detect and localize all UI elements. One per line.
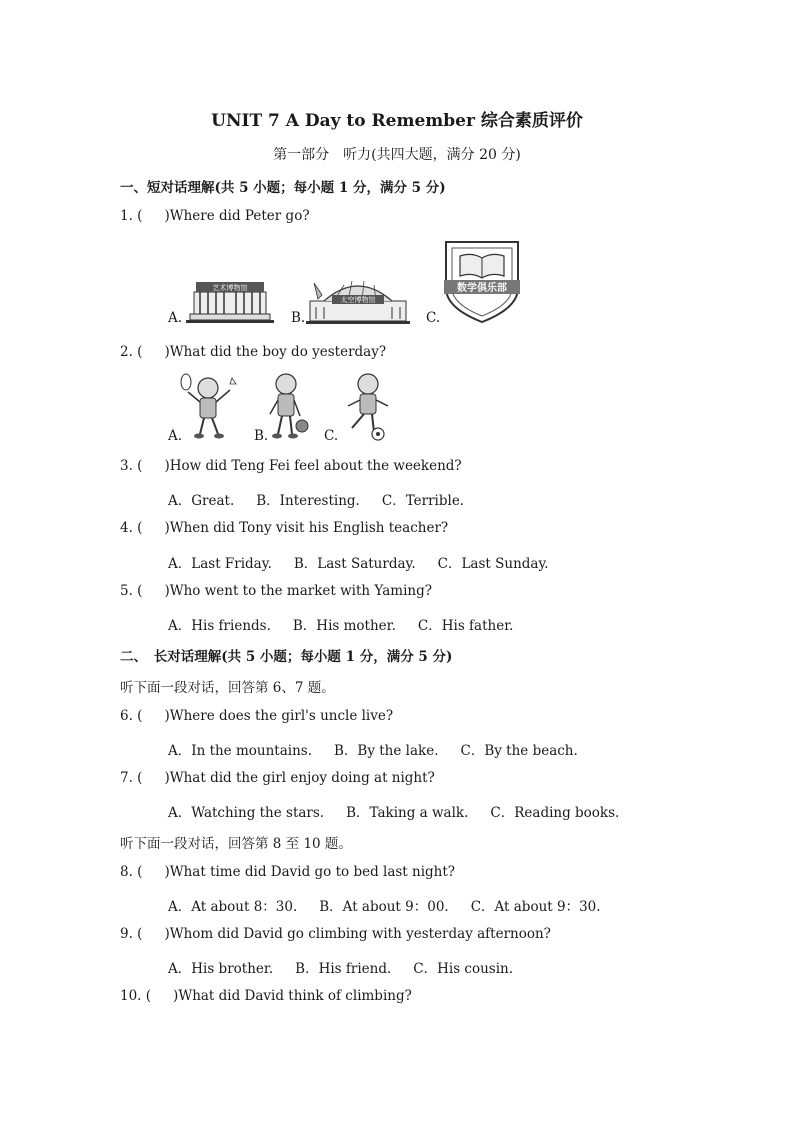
question-6: 6. ( )Where does the girl's uncle live? bbox=[120, 708, 394, 724]
option-b[interactable]: B．Taking a walk. bbox=[346, 805, 469, 821]
option-c[interactable]: C．His cousin. bbox=[413, 961, 514, 977]
question-5: 5. ( )Who went to the market with Yaming? bbox=[120, 583, 433, 599]
math-club-icon bbox=[440, 238, 524, 324]
option-a[interactable]: A．His friends. bbox=[168, 618, 271, 634]
question-text: What did the girl enjoy doing at night? bbox=[169, 770, 435, 786]
option-c[interactable]: C．At about 9：30. bbox=[470, 899, 601, 915]
page-title: UNIT 7 A Day to Remember 综合素质评价 bbox=[211, 111, 583, 131]
basketball-boy-icon bbox=[264, 370, 312, 442]
section-heading-2: 二、 长对话理解(共 5 小题；每小题 1 分，满分 5 分) bbox=[120, 649, 453, 665]
question-8: 8. ( )What time did David go to bed last night? bbox=[120, 864, 456, 880]
option-a[interactable]: A．Watching the stars. bbox=[168, 805, 325, 821]
question-6-options bbox=[168, 739, 600, 759]
option-b-label[interactable]: B. bbox=[254, 428, 269, 444]
question-text: Whom did David go climbing with yesterday afternoon? bbox=[169, 926, 551, 942]
art-museum-icon bbox=[184, 276, 276, 324]
question-7: 7. ( )What did the girl enjoy doing at night? bbox=[120, 770, 435, 786]
question-number: 1. ( bbox=[120, 208, 143, 224]
question-2: 2. ( )What did the boy do yesterday? bbox=[120, 344, 387, 360]
question-9-options bbox=[168, 957, 535, 977]
art-museum-label: 艺术博物馆 bbox=[212, 284, 248, 292]
question-text: Who went to the market with Yaming? bbox=[169, 583, 433, 599]
question-number: 9. ( bbox=[120, 926, 143, 942]
part-heading: 第一部分 听力(共四大题，满分 20 分) bbox=[273, 147, 521, 163]
option-b[interactable]: B．Last Saturday. bbox=[293, 556, 416, 572]
option-c[interactable]: C．Terrible. bbox=[381, 493, 465, 509]
question-number: 6. ( bbox=[120, 708, 143, 724]
question-10: 10. ( )What did David think of climbing? bbox=[120, 988, 412, 1004]
question-number: 10. ( bbox=[120, 988, 152, 1004]
option-b[interactable]: B．By the lake. bbox=[334, 743, 439, 759]
question-text: What did David think of climbing? bbox=[178, 988, 412, 1004]
option-a[interactable]: A．At about 8：30. bbox=[168, 899, 298, 915]
option-c[interactable]: C．By the beach. bbox=[460, 743, 578, 759]
question-8-options bbox=[168, 895, 623, 915]
question-text: Where did Peter go? bbox=[169, 208, 310, 224]
option-c-label[interactable]: C. bbox=[426, 310, 441, 326]
football-boy-icon bbox=[338, 370, 396, 442]
option-c[interactable]: C．Reading books. bbox=[490, 805, 620, 821]
option-b[interactable]: B．At about 9：00. bbox=[319, 899, 449, 915]
option-a[interactable]: A．In the mountains. bbox=[168, 743, 312, 759]
option-a-label[interactable]: A. bbox=[168, 428, 183, 444]
question-7-options bbox=[168, 801, 641, 821]
question-text: How did Teng Fei feel about the weekend? bbox=[169, 458, 462, 474]
question-number: 5. ( bbox=[120, 583, 143, 599]
option-a[interactable]: A．Last Friday. bbox=[168, 556, 272, 572]
question-text: Where does the girl's uncle live? bbox=[169, 708, 394, 724]
question-text: What did the boy do yesterday? bbox=[169, 344, 387, 360]
question-number: 7. ( bbox=[120, 770, 143, 786]
option-c-label[interactable]: C. bbox=[324, 428, 339, 444]
question-4-options bbox=[168, 552, 571, 572]
question-number: 4. ( bbox=[120, 520, 143, 536]
instruction-6-7: 听下面一段对话，回答第 6、7 题。 bbox=[120, 680, 335, 696]
question-3-options bbox=[168, 489, 486, 509]
option-b[interactable]: B．His friend. bbox=[295, 961, 392, 977]
question-4: 4. ( )When did Tony visit his English teacher? bbox=[120, 520, 449, 536]
option-c[interactable]: C．Last Sunday. bbox=[437, 556, 549, 572]
question-text: What time did David go to bed last night? bbox=[169, 864, 456, 880]
option-b[interactable]: B．Interesting. bbox=[256, 493, 360, 509]
question-number: 3. ( bbox=[120, 458, 143, 474]
question-3: 3. ( )How did Teng Fei feel about the weekend? bbox=[120, 458, 462, 474]
option-b[interactable]: B．His mother. bbox=[292, 618, 396, 634]
question-number: 2. ( bbox=[120, 344, 143, 360]
space-museum-label: 太空博物馆 bbox=[340, 296, 376, 304]
option-a[interactable]: A．Great. bbox=[168, 493, 235, 509]
option-a-label[interactable]: A. bbox=[168, 310, 183, 326]
question-5-options bbox=[168, 614, 535, 634]
option-c[interactable]: C．His father. bbox=[417, 618, 514, 634]
option-b-label[interactable]: B. bbox=[291, 310, 306, 326]
question-1: 1. ( )Where did Peter go? bbox=[120, 208, 310, 224]
question-9: 9. ( )Whom did David go climbing with yesterday afternoon? bbox=[120, 926, 551, 942]
section-heading-1: 一、短对话理解(共 5 小题；每小题 1 分，满分 5 分) bbox=[120, 180, 446, 196]
badminton-boy-icon bbox=[180, 372, 242, 442]
question-text: When did Tony visit his English teacher? bbox=[169, 520, 449, 536]
instruction-8-10: 听下面一段对话，回答第 8 至 10 题。 bbox=[120, 836, 352, 852]
question-number: 8. ( bbox=[120, 864, 143, 880]
space-museum-icon bbox=[304, 273, 412, 325]
math-club-label: 数学俱乐部 bbox=[457, 283, 507, 294]
option-a[interactable]: A．His brother. bbox=[168, 961, 274, 977]
